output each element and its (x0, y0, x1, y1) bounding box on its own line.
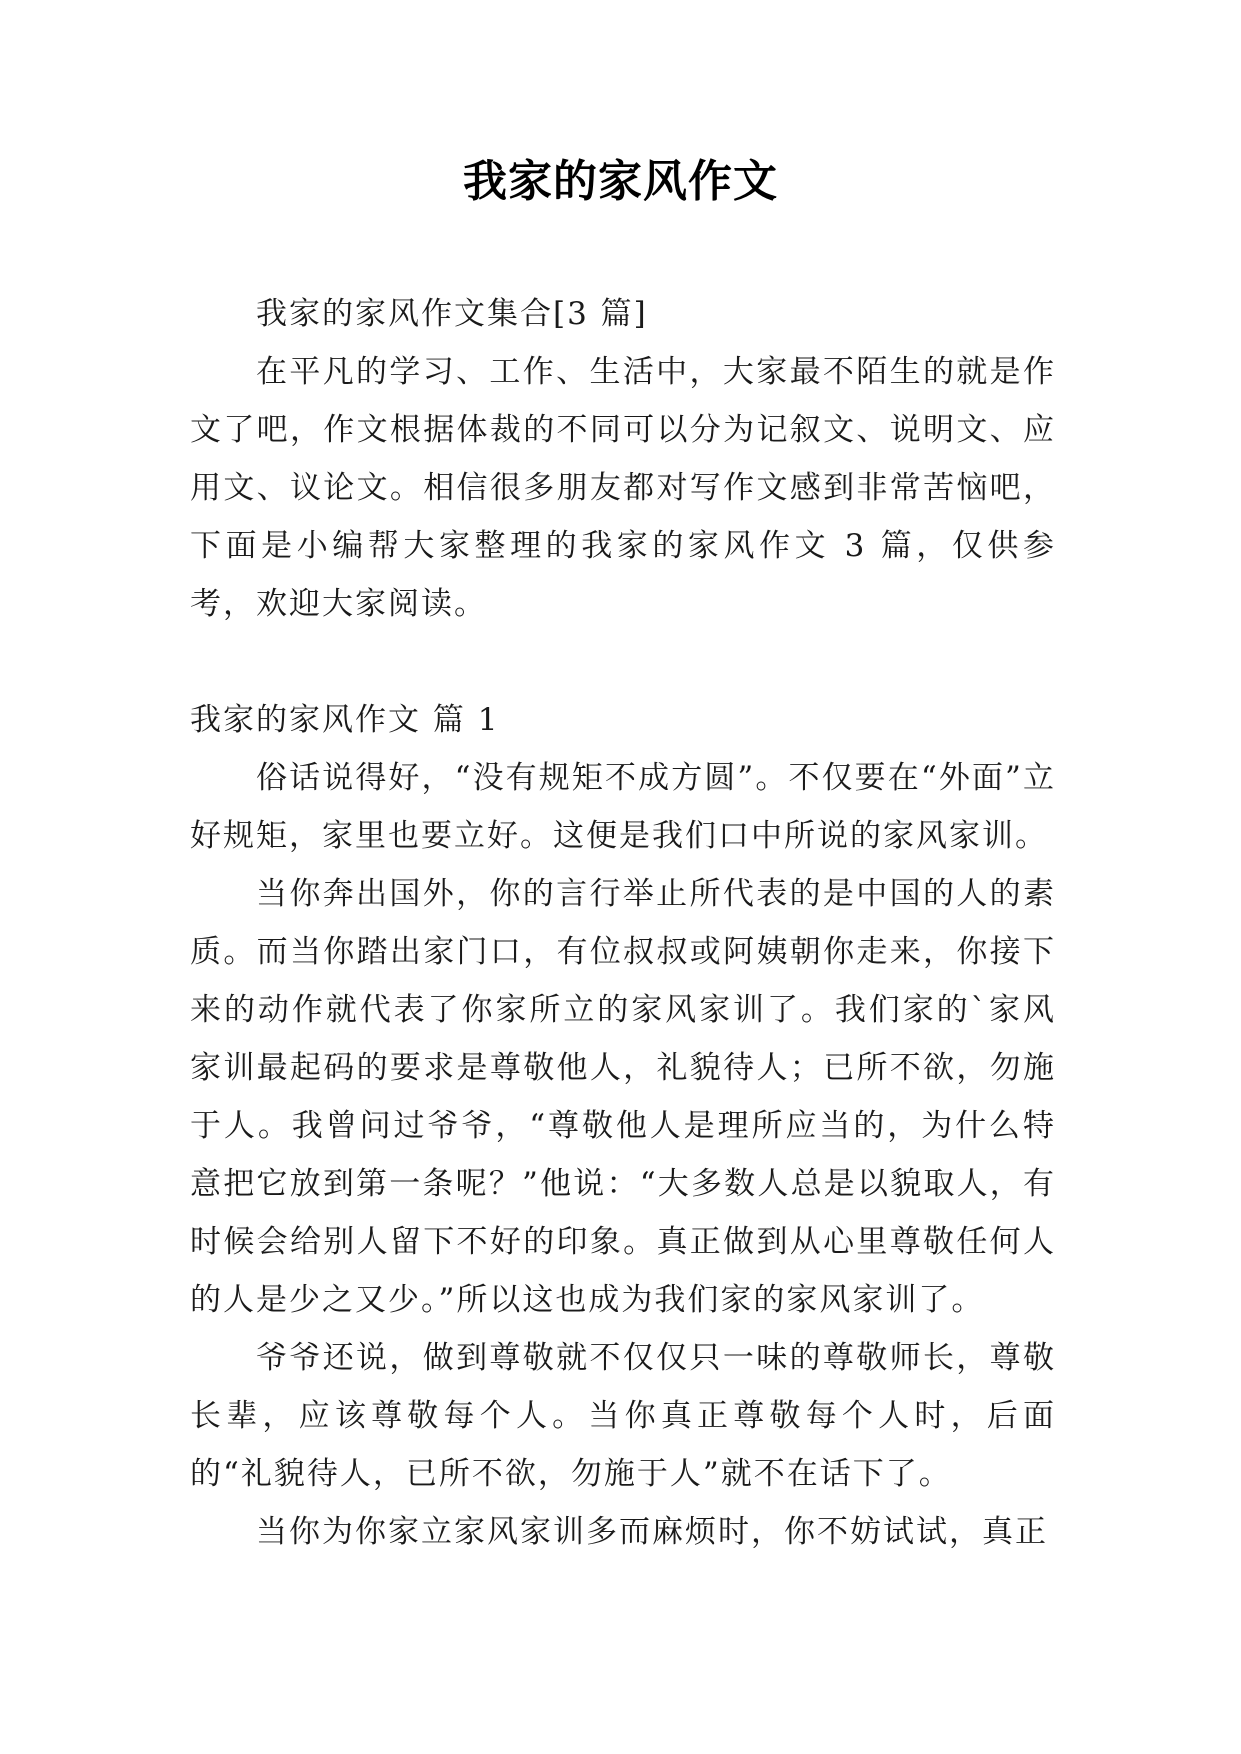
body-paragraph: 俗话说得好，“没有规矩不成方圆”。不仅要在“外面”立好规矩，家里也要立好。这便是我们口中所说的家风家训。 (190, 760, 1056, 854)
body-paragraph: 爷爷还说，做到尊敬就不仅仅只一味的尊敬师长，尊敬长辈，应该尊敬每个人。当你真正尊敬每个人时，后面的“礼貌待人，已所不欲，勿施于人”就不在话下了。 (190, 1340, 1056, 1492)
document-body (190, 285, 1056, 1561)
document-subtitle: 我家的家风作文集合[3 篇] (256, 296, 648, 332)
section-spacer (190, 633, 1056, 691)
section-heading: 我家的家风作文 篇 1 (190, 702, 500, 738)
intro-paragraph: 在平凡的学习、工作、生活中，大家最不陌生的就是作文了吧，作文根据体裁的不同可以分为记叙文、说明文、应用文、议论文。相信很多朋友都对写作文感到非常苦恼吧，下面是小编帮大家整理的我家的家风作文 3 篇，仅供参考，欢迎大家阅读。 (190, 354, 1056, 622)
body-paragraph: 当你为你家立家风家训多而麻烦时，你不妨试试，真正 (256, 1514, 1048, 1550)
body-paragraph: 当你奔出国外，你的言行举止所代表的是中国的人的素质。而当你踏出家门口，有位叔叔或阿姨朝你走来，你接下来的动作就代表了你家所立的家风家训了。我们家的`家风家训最起码的要求是尊敬他人，礼貌待人；已所不欲，勿施于人。我曾问过爷爷，“尊敬他人是理所应当的，为什么特意把它放到第一条呢？”他说：“大多数人总是以貌取人，有时候会给别人留下不好的印象。真正做到从心里尊敬任何人的人是少之又少。”所以这也成为我们家的家风家训了。 (190, 876, 1056, 1318)
document-title: 我家的家风作文 (463, 156, 778, 207)
